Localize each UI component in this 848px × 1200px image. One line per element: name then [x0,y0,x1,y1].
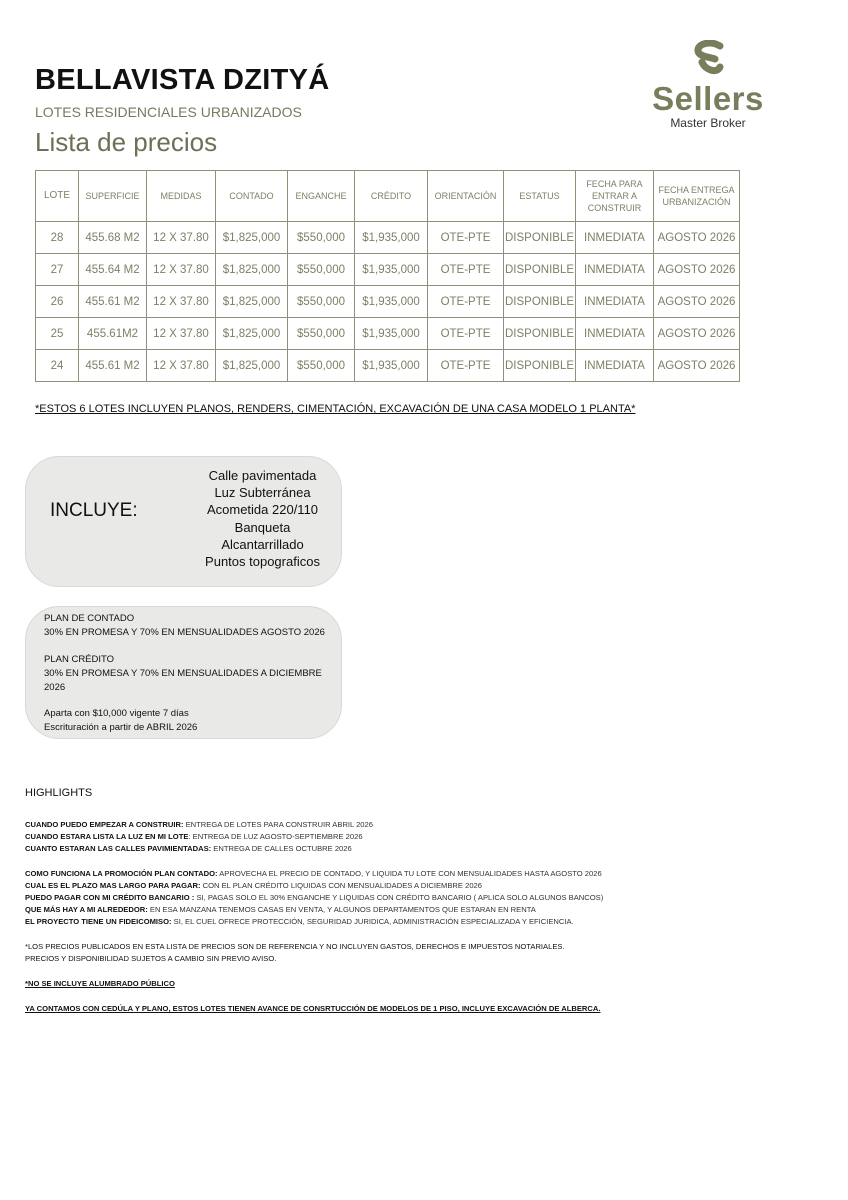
cell-fecha-construir: INMEDIATA [576,350,654,382]
final-note: YA CONTAMOS CON CEDÚLA Y PLANO, ESTOS LOTES TIENEN AVANCE DE CONSRTUCCIÓN DE MODELOS DE 1 PISO, INCLUYE EXCAVACIÓN DE ALBERCA. [25,1004,601,1013]
table-row [36,318,740,350]
cell-enganche: $550,000 [288,350,355,382]
list-item: Acometida 220/110 [206,502,319,518]
highlight-answer: : ENTREGA DE LUZ AGOSTO-SEPTIEMBRE 2026 [188,832,363,841]
cell-fecha-entrega: AGOSTO 2026 [654,254,740,286]
col-credito: CRÉDITO [355,171,428,222]
alumbrado-note: *NO SE INCLUYE ALUMBRADO PÚBLICO [25,979,175,988]
cell-fecha-construir: INMEDIATA [576,222,654,254]
cell-fecha-entrega: AGOSTO 2026 [654,350,740,382]
col-superficie: SUPERFICIE [79,171,147,222]
col-estatus: ESTATUS [504,171,576,222]
table-row [36,254,740,286]
cell-estatus: DISPONIBLE [504,286,576,318]
cell-fecha-construir: INMEDIATA [576,318,654,350]
highlight-question: PUEDO PAGAR CON MI CRÉDITO BANCARIO : [25,893,195,902]
cell-enganche: $550,000 [288,318,355,350]
col-fecha-construir: FECHA PARA ENTRAR A CONSTRUIR [576,171,654,222]
cell-fecha-entrega: AGOSTO 2026 [654,222,740,254]
cell-superficie: 455.61M2 [79,318,147,350]
cell-superficie: 455.64 M2 [79,254,147,286]
plan-credito-title: PLAN CRÉDITO [44,654,115,665]
cell-contado: $1,825,000 [216,254,288,286]
highlight-question: COMO FUNCIONA LA PROMOCIÓN PLAN CONTADO: [25,869,218,878]
price-table [35,170,740,382]
cell-lote: 26 [36,286,79,318]
plan-contado-text: 30% EN PROMESA Y 70% EN MENSUALIDADES AGOSTO 2026 [44,627,325,638]
col-contado: CONTADO [216,171,288,222]
lots-include-note: *ESTOS 6 LOTES INCLUYEN PLANOS, RENDERS, CIMENTACIÓN, EXCAVACIÓN DE UNA CASA MODELO 1 PLANTA* [35,403,636,415]
logo-wordmark: Sellers [652,80,764,117]
highlight-answer: CON EL PLAN CRÉDITO LIQUIDAS CON MENSUALIDADES A DICIEMBRE 2026 [200,881,482,890]
cell-lote: 25 [36,318,79,350]
cell-medidas: 12 X 37.80 [147,254,216,286]
cell-lote: 28 [36,222,79,254]
cell-orientacion: OTE-PTE [428,254,504,286]
col-enganche: ENGANCHE [288,171,355,222]
cell-credito: $1,935,000 [355,286,428,318]
highlight-answer: APROVECHA EL PRECIO DE CONTADO, Y LIQUIDA TU LOTE CON MENSUALIDADES HASTA AGOSTO 2026 [217,869,602,878]
list-item: Calle pavimentada [208,468,317,483]
incluye-label: INCLUYE: [50,500,138,521]
highlight-item [25,819,373,831]
table-row [36,286,740,318]
highlight-question: CUANTO ESTARAN LAS CALLES PAVIMIENTADAS: [25,844,212,853]
cell-credito: $1,935,000 [355,222,428,254]
cell-credito: $1,935,000 [355,318,428,350]
aparta-text: Aparta con $10,000 vigente 7 días [44,708,189,719]
highlight-answer: ENTREGA DE LOTES PARA CONSTRUIR ABRIL 2026 [183,820,373,829]
cell-fecha-entrega: AGOSTO 2026 [654,286,740,318]
cell-estatus: DISPONIBLE [504,222,576,254]
list-item: Luz Subterránea [214,485,311,501]
cell-contado: $1,825,000 [216,286,288,318]
highlight-answer: EN ESA MANZANA TENEMOS CASAS EN VENTA, Y ALGUNOS DEPARTAMENTOS QUE ESTARAN EN RENTA [147,905,536,914]
cell-enganche: $550,000 [288,222,355,254]
col-fecha-entrega: FECHA ENTREGA URBANIZACIÓN [654,171,740,222]
incluye-list [195,467,330,570]
highlight-question: CUANDO ESTARA LISTA LA LUZ EN MI LOTE [25,832,189,841]
cell-orientacion: OTE-PTE [428,350,504,382]
cell-estatus: DISPONIBLE [504,350,576,382]
col-medidas: MEDIDAS [147,171,216,222]
table-row [36,222,740,254]
highlight-item [25,880,482,892]
escrituracion-text: Escrituración a partir de ABRIL 2026 [44,722,198,733]
plan-credito-text: 30% EN PROMESA Y 70% EN MENSUALIDADES A DICIEMBRE 2026 [44,668,322,693]
disclaimer-text: *LOS PRECIOS PUBLICADOS EN ESTA LISTA DE PRECIOS SON DE REFERENCIA Y NO INCLUYEN GASTOS, DERECHOS E IMPUESTOS NOTARIALES. [25,942,565,951]
cell-orientacion: OTE-PTE [428,318,504,350]
cell-contado: $1,825,000 [216,222,288,254]
cell-medidas: 12 X 37.80 [147,318,216,350]
highlight-item [25,831,363,843]
highlight-item [25,916,574,928]
plan-contado-title: PLAN DE CONTADO [44,613,135,624]
cell-superficie: 455.61 M2 [79,350,147,382]
highlight-item [25,843,352,855]
cell-orientacion: OTE-PTE [428,286,504,318]
highlight-question: EL PROYECTO TIENE UN FIDEICOMISO: [25,917,172,926]
highlight-item [25,892,603,904]
price-list-heading: Lista de precios [35,127,218,157]
highlight-answer: SI, PAGAS SOLO EL 30% ENGANCHE Y LIQUIDAS CON CRÉDITO BANCARIO ( APLICA SOLO ALGUNOS BANCOS) [194,893,604,902]
cell-estatus: DISPONIBLE [504,318,576,350]
cell-credito: $1,935,000 [355,350,428,382]
highlight-question: CUANDO PUEDO EMPEZAR A CONSTRUIR: [25,820,184,829]
s-mark-icon [640,40,780,80]
page-subtitle: LOTES RESIDENCIALES URBANIZADOS [35,104,302,120]
page-title: BELLAVISTA DZITYÁ [35,64,330,96]
logo-tagline: Master Broker [670,116,746,130]
cell-estatus: DISPONIBLE [504,254,576,286]
cell-lote: 27 [36,254,79,286]
table-row [36,350,740,382]
cell-fecha-entrega: AGOSTO 2026 [654,318,740,350]
table-header-row [36,171,740,222]
cell-orientacion: OTE-PTE [428,222,504,254]
cell-medidas: 12 X 37.80 [147,286,216,318]
highlight-question: QUE MÁS HAY A MI ALREDEDOR: [25,905,148,914]
cell-medidas: 12 X 37.80 [147,350,216,382]
cell-contado: $1,825,000 [216,350,288,382]
highlights-heading: HIGHLIGHTS [25,787,93,799]
col-lote: LOTE [36,171,79,222]
highlight-question: CUAL ES EL PLAZO MAS LARGO PARA PAGAR: [25,881,201,890]
sellers-logo [640,40,780,135]
cell-enganche: $550,000 [288,254,355,286]
cell-superficie: 455.68 M2 [79,222,147,254]
highlight-answer: ENTREGA DE CALLES OCTUBRE 2026 [211,844,352,853]
cell-medidas: 12 X 37.80 [147,222,216,254]
disclaimer-text: PRECIOS Y DISPONIBILIDAD SUJETOS A CAMBIO SIN PREVIO AVISO. [25,954,277,963]
highlight-item [25,904,536,916]
list-item: Banqueta [234,519,291,535]
cell-contado: $1,825,000 [216,318,288,350]
highlight-answer: SI, EL CUEL OFRECE PROTECCIÓN, SEGURIDAD JURIDICA, ADMINISTRACIÓN ESPECIALIZADA Y EFICIENCIA. [171,917,574,926]
cell-lote: 24 [36,350,79,382]
highlight-item [25,868,602,880]
cell-fecha-construir: INMEDIATA [576,254,654,286]
cell-superficie: 455.61 M2 [79,286,147,318]
list-item: Alcantarrillado [221,536,304,552]
cell-enganche: $550,000 [288,286,355,318]
cell-fecha-construir: INMEDIATA [576,286,654,318]
col-orientacion: ORIENTACIÓN [428,171,504,222]
cell-credito: $1,935,000 [355,254,428,286]
list-item: Puntos topograficos [205,554,320,570]
